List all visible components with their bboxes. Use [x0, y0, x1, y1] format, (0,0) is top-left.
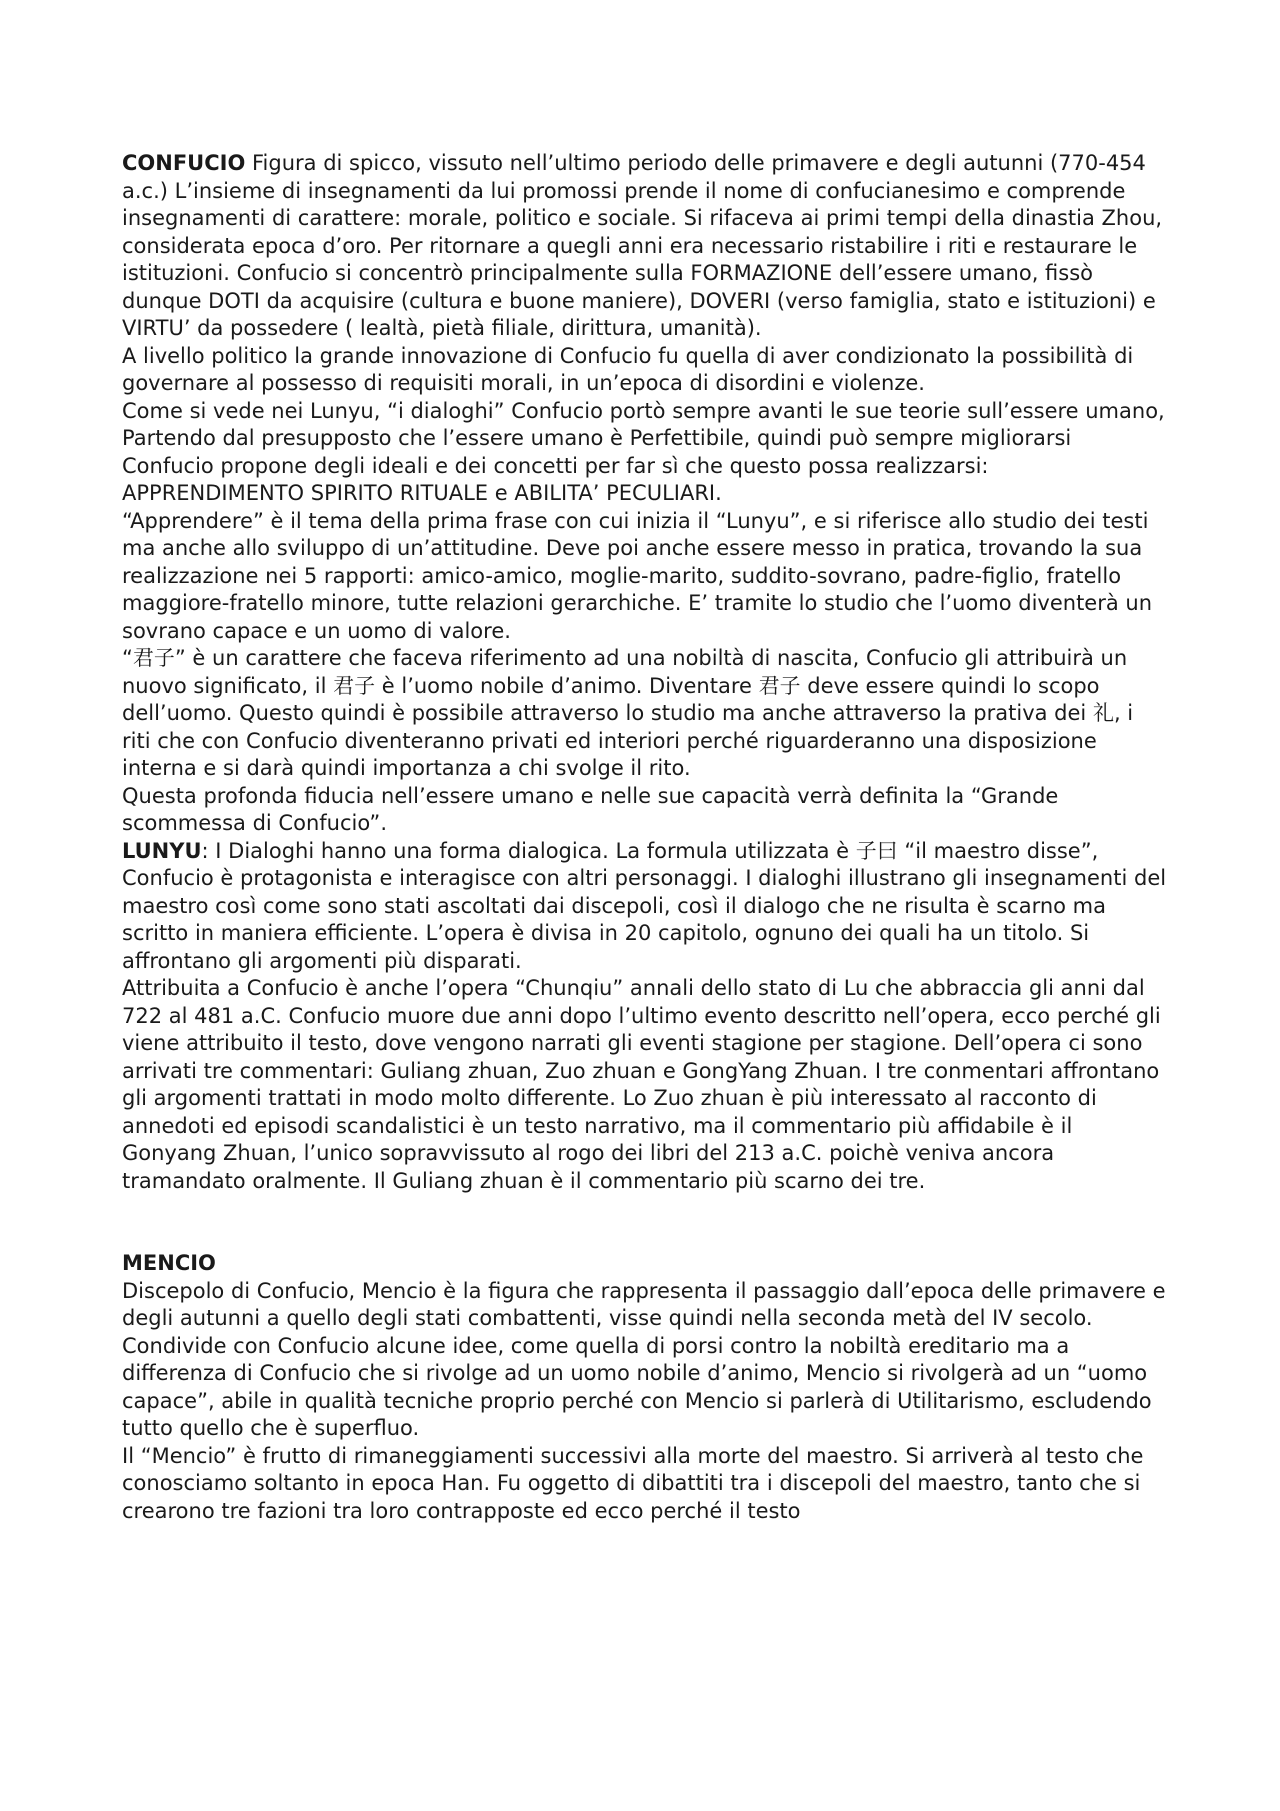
mencio-intro-paragraph: Discepolo di Confucio, Mencio è la figura che rappresenta il passaggio dall’epoca delle primavere e degli autunni a quello degli stati combattenti, visse quindi nella seconda metà del IV secolo. Condivide con Confucio alcune idee, come quella di porsi contro la nobiltà ereditario ma a differenza di Confucio che si rivolge ad un uomo nobile d’animo, Mencio si rivolgerà ad un “uomo capace”, abile in qualità tecniche proprio perché con Mencio si parlerà di Utilitarismo, escludendo tutto quello che è superfluo.: [122, 1278, 1166, 1440]
lunyu-text: : I Dialoghi hanno una forma dialogica. La formula utilizzata è 子曰 “il maestro disse”, Confucio è protagonista e interagisce con altri personaggi. I dialoghi illustrano gli insegnamenti del maestro così come sono stati ascoltati dai discepoli, così il dialogo che ne risulta è scarno ma scritto in maniera efficiente. L’opera è divisa in 20 capitolo, ognuno dei quali ha un titolo. Si affrontano gli argomenti più disparati.: [122, 838, 1167, 973]
confucio-junzi-paragraph: “君子” è un carattere che faceva riferimento ad una nobiltà di nascita, Confucio gli attribuirà un nuovo significato, il 君子 è l’uomo nobile d’animo. Diventare 君子 deve essere quindi lo scopo dell’uomo. Questo quindi è possibile attraverso lo studio ma anche attraverso la prativa dei 礼, i riti che con Confucio diventeranno privati ed interiori perché riguarderanno una disposizione interna e si darà quindi importanza a chi svolge il rito.: [122, 646, 1134, 780]
mencio-text-paragraph: Il “Mencio” è frutto di rimaneggiamenti successivi alla morte del maestro. Si arriverà al testo che conosciamo soltanto in epoca Han. Fu oggetto di dibattiti tra i discepoli del maestro, tanto che si crearono tre fazioni tra loro contrapposte ed ecco perché il testo: [122, 1443, 1144, 1523]
confucio-lunyu-theories-paragraph: Come si vede nei Lunyu, “i dialoghi” Confucio portò sempre avanti le sue teorie sull’essere umano, Partendo dal presupposto che l’essere umano è Perfettibile, quindi può sempre migliorarsi Confucio propone degli ideali e dei concetti per far sì che questo possa realizzarsi: APPRENDIMENTO SPIRITO RITUALE e ABILITA’ PECULIARI.: [122, 398, 1165, 505]
lunyu-paragraph: [122, 838, 1168, 976]
confucio-scommessa-paragraph: Questa profonda fiducia nell’essere umano e nelle sue capacità verrà definita la “Grande scommessa di Confucio”.: [122, 783, 1059, 835]
chunqiu-paragraph: Attribuita a Confucio è anche l’opera “Chunqiu” annali dello stato di Lu che abbraccia gli anni dal 722 al 481 a.C. Confucio muore due anni dopo l’ultimo evento descritto nell’opera, ecco perché gli viene attribuito il testo, dove vengono narrati gli eventi stagione per stagione. Dell’opera ci sono arrivati tre commentari: Guliang zhuan, Zuo zhuan e GongYang Zhuan. I tre conmentari affrontano gli argomenti trattati in modo molto differente. Lo Zuo zhuan è più interessato al racconto di annedoti ed episodi scandalistici è un testo narrativo, ma il commentario più affidabile è il Gonyang Zhuan, l’unico sopravvissuto al rogo dei libri del 213 a.C. poichè veniva ancora tramandato oralmente. Il Guliang zhuan è il commentario più scarno dei tre.: [122, 976, 1161, 1193]
lunyu-heading: LUNYU: [122, 838, 202, 863]
section-spacer: [122, 1195, 1168, 1250]
confucio-apprendere-paragraph: “Apprendere” è il tema della prima frase con cui inizia il “Lunyu”, e si riferisce allo studio dei testi ma anche allo sviluppo di un’attitudine. Deve poi anche essere messo in pratica, trovando la sua realizzazione nei 5 rapporti: amico-amico, moglie-marito, suddito-sovrano, padre-figlio, fratello maggiore-fratello minore, tutte relazioni gerarchiche. E’ tramite lo studio che l’uomo diventerà un sovrano capace e un uomo di valore.: [122, 508, 1153, 643]
confucio-politics-paragraph: A livello politico la grande innovazione di Confucio fu quella di aver condizionato la possibilità di governare al possesso di requisiti morali, in un’epoca di disordini e violenze.: [122, 343, 1134, 395]
confucio-heading: CONFUCIO: [122, 151, 246, 175]
confucio-intro-text: Figura di spicco, vissuto nell’ultimo periodo delle primavere e degli autunni (770-454 a.c.) L’insieme di insegnamenti da lui promossi prende il nome di confucianesimo e comprende insegnamenti di carattere: morale, politico e sociale. Si rifaceva ai primi tempi della dinastia Zhou, considerata epoca d’oro. Per ritornare a quegli anni era necessario ristabilire i riti e restaurare le istituzioni. Confucio si concentrò principalmente sulla FORMAZIONE dell’essere umano, fissò dunque DOTI da acquisire (cultura e buone maniere), DOVERI (verso famiglia, stato e istituzioni) e VIRTU’ da possedere ( lealtà, pietà filiale, dirittura, umanità).: [122, 151, 1163, 340]
mencio-heading: MENCIO: [122, 1251, 216, 1275]
document-page: [122, 150, 1168, 1525]
confucio-intro-paragraph: [122, 150, 1168, 343]
